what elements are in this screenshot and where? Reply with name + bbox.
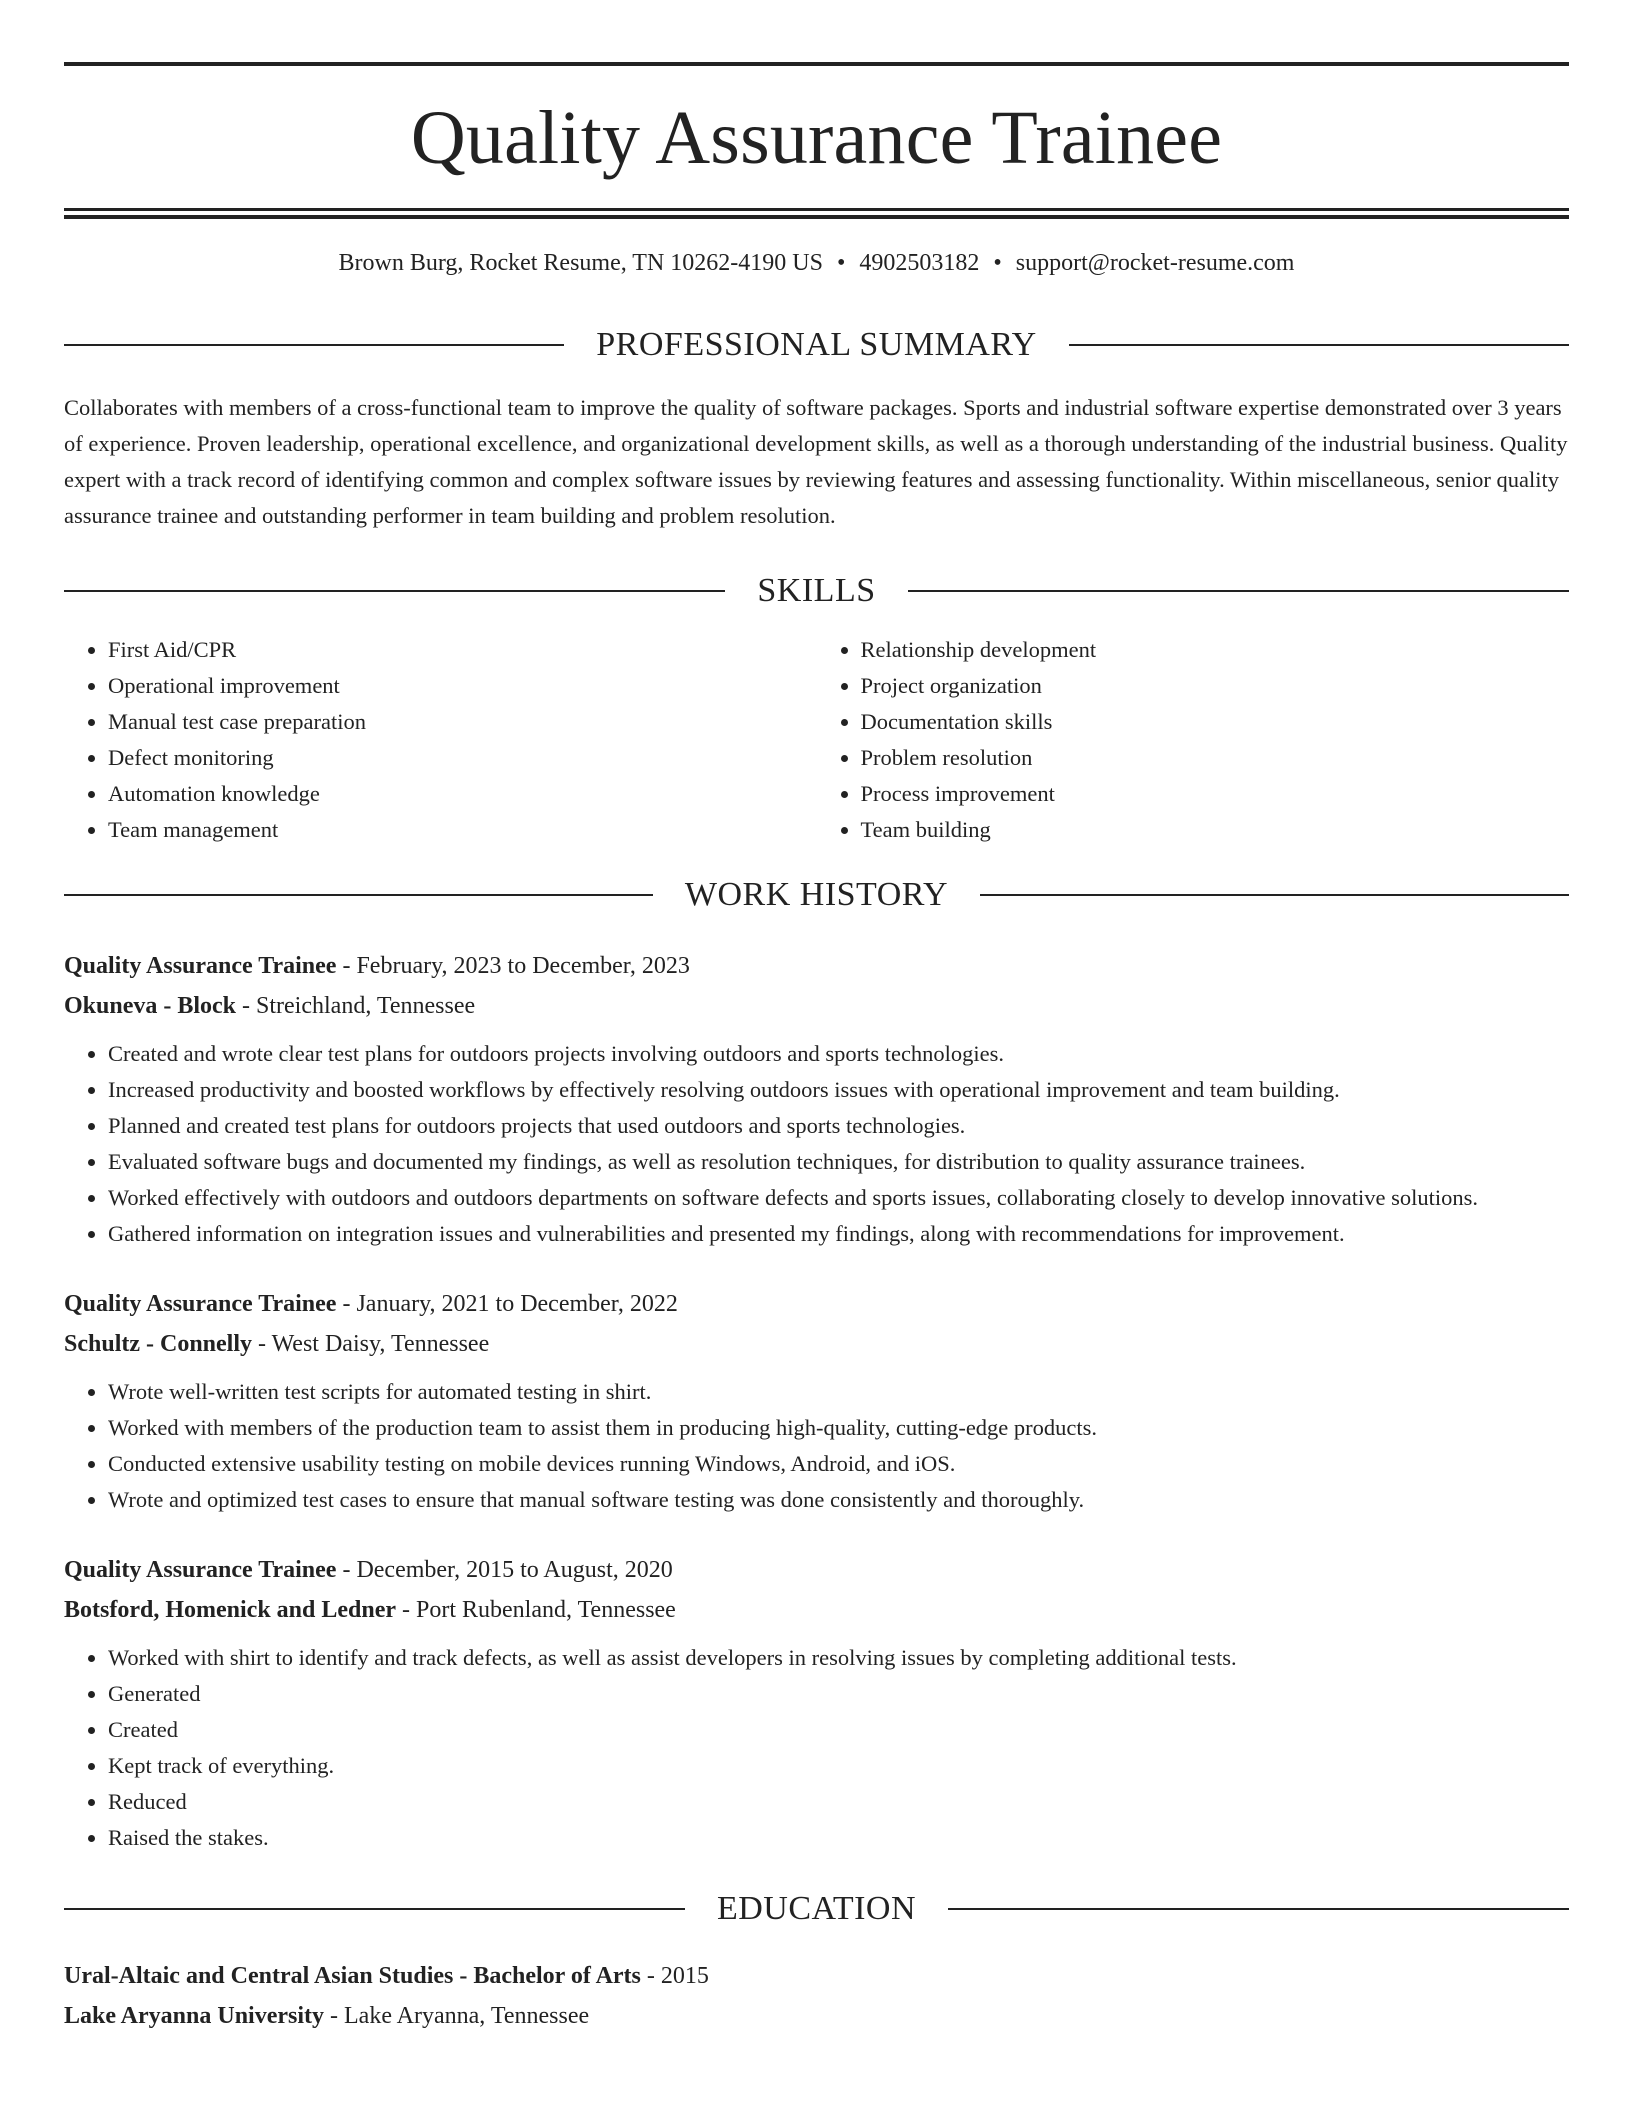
- job-dates: - January, 2021 to December, 2022: [336, 1291, 678, 1317]
- job-bullet: • Evaluated software bugs and documented my findings, as well as resolution techniques, for distribution to quality assurance trainees.: [108, 1144, 1569, 1180]
- job-entry: [64, 1284, 1569, 1518]
- section-title: WORK HISTORY: [684, 876, 949, 913]
- job-dates: - December, 2015 to August, 2020: [336, 1557, 673, 1583]
- heading-rule: [64, 590, 725, 592]
- job-company-line: [64, 1324, 1569, 1364]
- section-heading-education: [64, 1892, 1569, 1926]
- job-location: - West Daisy, Tennessee: [252, 1331, 490, 1357]
- heading-rule: [948, 1908, 1569, 1910]
- contact-address: Brown Burg, Rocket Resume, TN 10262-4190 US: [338, 250, 823, 276]
- education-entry: [64, 1956, 1569, 2036]
- job-bullet: • Conducted extensive usability testing on mobile devices running Windows, Android, and iOS.: [108, 1446, 1569, 1482]
- skill-item: • Manual test case preparation: [108, 704, 817, 740]
- job-bullets: [64, 1036, 1569, 1252]
- job-title: Quality Assurance Trainee: [64, 1557, 337, 1583]
- skill-item: • Project organization: [861, 668, 1570, 704]
- job-bullet: • Raised the stakes.: [108, 1820, 1569, 1856]
- skill-item: • Defect monitoring: [108, 740, 817, 776]
- education-school-line: [64, 1996, 1569, 2036]
- summary-text: Collaborates with members of a cross-functional team to improve the quality of software packages. Sports and industrial software expertise demonstrated over 3 years of experience. Proven leadership, operational excellence, and organizational development skills, as well as a thorough understanding of the industrial business. Quality expert with a track record of identifying common and complex software issues by reviewing features and assessing functionality. Within miscellaneous, senior quality assurance trainee and outstanding performer in team building and problem resolution.: [64, 395, 1568, 528]
- heading-rule: [64, 344, 564, 346]
- job-bullet: • Planned and created test plans for outdoors projects that used outdoors and sports technologies.: [108, 1108, 1569, 1144]
- heading-rule: [980, 894, 1569, 896]
- skill-item: • Documentation skills: [861, 704, 1570, 740]
- job-bullet: • Worked with shirt to identify and track defects, as well as assist developers in resolving issues by completing additional tests.: [108, 1640, 1569, 1676]
- job-title: Quality Assurance Trainee: [64, 1291, 337, 1317]
- job-company: Schultz - Connelly: [64, 1331, 253, 1357]
- job-company: Okuneva - Block: [64, 993, 237, 1019]
- skills-columns: [64, 632, 1569, 848]
- job-entry: [64, 1550, 1569, 1856]
- skill-item: • Automation knowledge: [108, 776, 817, 812]
- section-heading-summary: [64, 328, 1569, 362]
- job-bullet: • Kept track of everything.: [108, 1748, 1569, 1784]
- job-company: Botsford, Homenick and Ledner: [64, 1597, 397, 1623]
- job-dates: - February, 2023 to December, 2023: [336, 953, 690, 979]
- skill-item: • Operational improvement: [108, 668, 817, 704]
- contact-separator: •: [836, 250, 846, 276]
- job-bullet: • Wrote and optimized test cases to ensure that manual software testing was done consistently and thoroughly.: [108, 1482, 1569, 1518]
- job-company-line: [64, 986, 1569, 1026]
- job-title: Quality Assurance Trainee: [64, 953, 337, 979]
- top-rule: [64, 62, 1569, 66]
- job-title-line: [64, 946, 1569, 986]
- section-heading-work-history: [64, 878, 1569, 912]
- contact-separator: •: [993, 250, 1002, 276]
- section-title: EDUCATION: [716, 1890, 917, 1927]
- education-school: Lake Aryanna University: [64, 2003, 325, 2029]
- job-bullets: [64, 1374, 1569, 1518]
- section-title: PROFESSIONAL SUMMARY: [596, 326, 1037, 363]
- job-bullet: • Created and wrote clear test plans for outdoors projects involving outdoors and sports technologies.: [108, 1036, 1569, 1072]
- section-title: SKILLS: [757, 572, 876, 609]
- job-bullets: [64, 1640, 1569, 1856]
- heading-rule: [64, 1908, 685, 1910]
- header-double-rule: [64, 208, 1569, 219]
- contact-phone[interactable]: 4902503182: [859, 250, 980, 276]
- education-degree: Ural-Altaic and Central Asian Studies - Bachelor of Arts: [64, 1963, 641, 1989]
- job-title-line: [64, 1550, 1569, 1590]
- contact-email[interactable]: support@rocket-resume.com: [1015, 250, 1295, 276]
- job-bullet: • Gathered information on integration issues and vulnerabilities and presented my findings, along with recommendations for improvement.: [108, 1216, 1569, 1252]
- heading-rule: [908, 590, 1569, 592]
- job-entry: [64, 946, 1569, 1252]
- job-company-line: [64, 1590, 1569, 1630]
- job-location: - Port Rubenland, Tennessee: [396, 1597, 676, 1623]
- contact-line: [64, 251, 1569, 275]
- job-bullet: • Wrote well-written test scripts for automated testing in shirt.: [108, 1374, 1569, 1410]
- skills-list-left: [64, 632, 817, 848]
- skill-item: • Problem resolution: [861, 740, 1570, 776]
- skill-item: • Team building: [861, 812, 1570, 848]
- job-bullet: • Increased productivity and boosted workflows by effectively resolving outdoors issues with operational improvement and team building.: [108, 1072, 1569, 1108]
- job-bullet: • Worked effectively with outdoors and outdoors departments on software defects and sports issues, collaborating closely to develop innovative solutions.: [108, 1180, 1569, 1216]
- job-location: - Streichland, Tennessee: [236, 993, 476, 1019]
- heading-rule: [64, 894, 653, 896]
- education-year: - 2015: [640, 1963, 709, 1989]
- job-bullet: • Generated: [108, 1676, 1569, 1712]
- heading-rule: [1069, 344, 1569, 346]
- candidate-name: Quality Assurance Trainee: [410, 96, 1223, 180]
- job-bullet: • Worked with members of the production team to assist them in producing high-quality, cutting-edge products.: [108, 1410, 1569, 1446]
- job-bullet: • Created: [108, 1712, 1569, 1748]
- job-title-line: [64, 1284, 1569, 1324]
- skill-item: • First Aid/CPR: [108, 632, 817, 668]
- job-bullet: • Reduced: [108, 1784, 1569, 1820]
- skill-item: • Relationship development: [861, 632, 1570, 668]
- skills-list-right: [817, 632, 1570, 848]
- skill-item: • Team management: [108, 812, 817, 848]
- education-location: - Lake Aryanna, Tennessee: [324, 2003, 590, 2029]
- section-heading-skills: [64, 574, 1569, 608]
- education-degree-line: [64, 1956, 1569, 1996]
- skill-item: • Process improvement: [861, 776, 1570, 812]
